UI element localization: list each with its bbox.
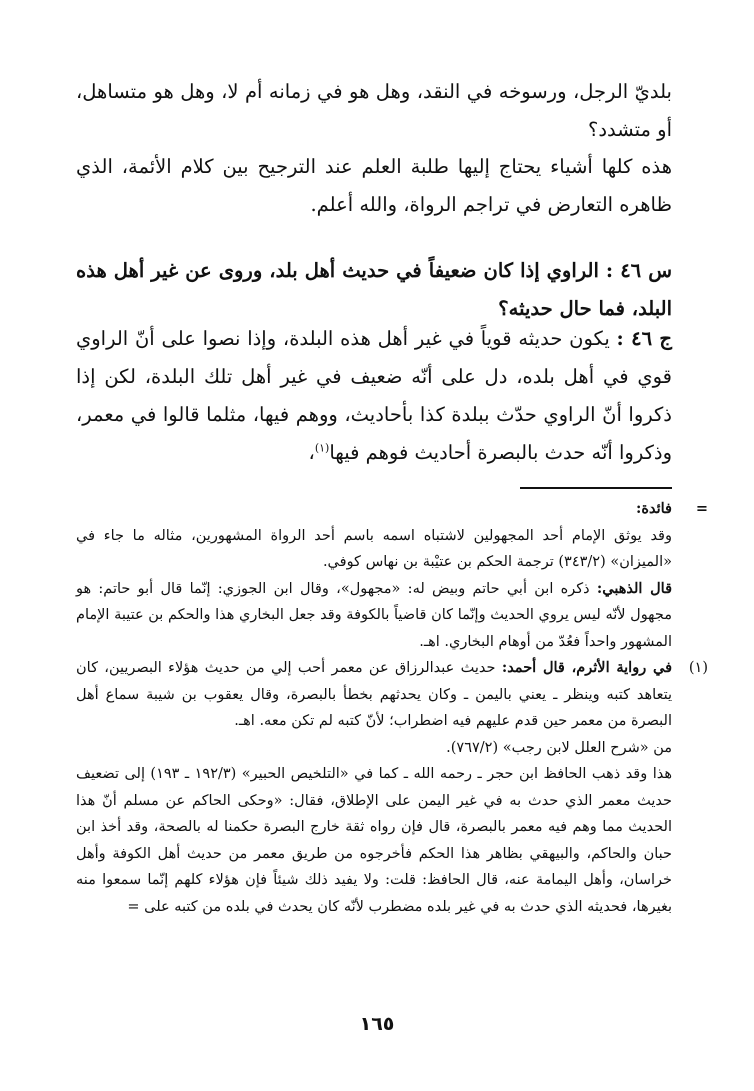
answer-46 — [76, 320, 672, 472]
paragraph-intro-end: بلديّ الرجل، ورسوخه في النقد، وهل هو في زمانه أم لا، وهل هو متساهل، أو متشدد؟ — [76, 80, 672, 141]
footnote-1-label: في رواية الأثرم، قال أحمد: — [501, 659, 672, 676]
page-number: ١٦٥ — [359, 1013, 395, 1035]
footnote-1-continuation-text: هذا وقد ذهب الحافظ ابن حجر ـ رحمه الله ـ كما في «التلخيص الحبير» (١٩٢/٣ ـ ١٩٣) إلى تضعيف حديث معمر الذي حدث به في غير اليمن على الإطلاق، فقال: «وحكى الحاكم عن مسلم أنّ هذا الحديث مما وهم فيه معمر بالبصرة، قال فإن رواه ثقة خارج البصرة حكمنا له بالصحة، وقد أخذ ابن حبان والحاكم، والبيهقي بظاهر هذا الحكم فأخرجوه من طريق معمر من حديث أهل الكوفة وأهل خراسان، وأهل اليمامة عنه، قال الحافظ: قلت: ولا يفيد ذلك شيئاً فإن هؤلاء كلهم إنّما سمعوا منه بغيرها، فحديثه الذي حدث به في غير بلده مضطرب لأنّه كان يحدث في بلده من كتبه على — [76, 766, 672, 915]
footnotes — [76, 496, 708, 920]
answer-tail: ، — [308, 441, 315, 464]
answer-label: ج ٤٦ : — [616, 327, 672, 350]
continuation-end-marker: = — [127, 898, 140, 915]
faida-paragraph: وقد يوثق الإمام أحد المجهولين لاشتباه اسمه باسم أحد الرواة المشهورين، مثاله ما جاء في «الميزان» (٣٤٣/٢) ترجمة الحكم بن عتيْبة بن نهاس كوفي. — [76, 527, 672, 570]
footnote-1-marker: (١) — [688, 660, 708, 676]
footnote-1-source: من «شرح العلل لابن رجب» (٧٦٧/٢). — [446, 739, 672, 756]
paragraph-conclusion: هذه كلها أشياء يحتاج إليها طلبة العلم عند الترجيح بين كلام الأئمة، الذي ظاهره التعارض في تراجم الرواة، والله أعلم. — [76, 155, 672, 216]
answer-body: يكون حديثه قوياً في غير أهل هذه البلدة، وإذا نصوا على أنّ الراوي قوي في أهل بلده، دل على أنّه ضعيف في غير أهل تلك البلدة، لكن إذا ذكروا أنّ الراوي حدّث ببلدة كذا بأحاديث، ووهم فيها، مثلما قالوا في معمر، وذكروا أنّه حدث بالبصرة أحاديث فوهم فيها — [76, 327, 672, 464]
dhahabi-text: ذكره ابن أبي حاتم وبيض له: «مجهول»، وقال ابن الجوزي: إنّما قال أبو حاتم: هو مجهول لأنّه ليس يروي الحديث وإنّما كان قاضياً بالكوفة وقد جعل البخاري هذا والحكم بن عتيبة الإمام المشهور واحداً فعُدّ من أوهام البخاري. اهـ. — [76, 580, 672, 650]
dhahabi-label: قال الذهبي: — [596, 579, 673, 597]
faida-label: فائدة: — [636, 500, 672, 517]
continuation-marker: = — [695, 500, 708, 517]
footnote-1-text: حديث عبدالرزاق عن معمر أحب إلي من حديث هؤلاء البصريين، كان يتعاهد كتبه وينظر ـ يعني باليمن ـ وكان يحدثهم بخطأ بالبصرة، وقال يعقوب بن شيبة سماع أهل البصرة من معمر حين قدم عليهم فيه اضطراب؛ لأنّ كتبه لم تكن معه. اهـ. — [76, 660, 672, 729]
dhahabi-paragraph — [76, 576, 672, 656]
footnote-reference-1[interactable]: (١) — [314, 441, 330, 455]
footnote-1-continuation — [76, 761, 672, 920]
faida-heading — [76, 496, 708, 523]
question-46: س ٤٦ : الراوي إذا كان ضعيفاً في حديث أهل بلد، وروى عن غير أهل هذه البلد، فما حال حديثه؟ — [76, 259, 672, 320]
footnote-separator — [520, 487, 672, 489]
footnote-1 — [76, 655, 708, 735]
